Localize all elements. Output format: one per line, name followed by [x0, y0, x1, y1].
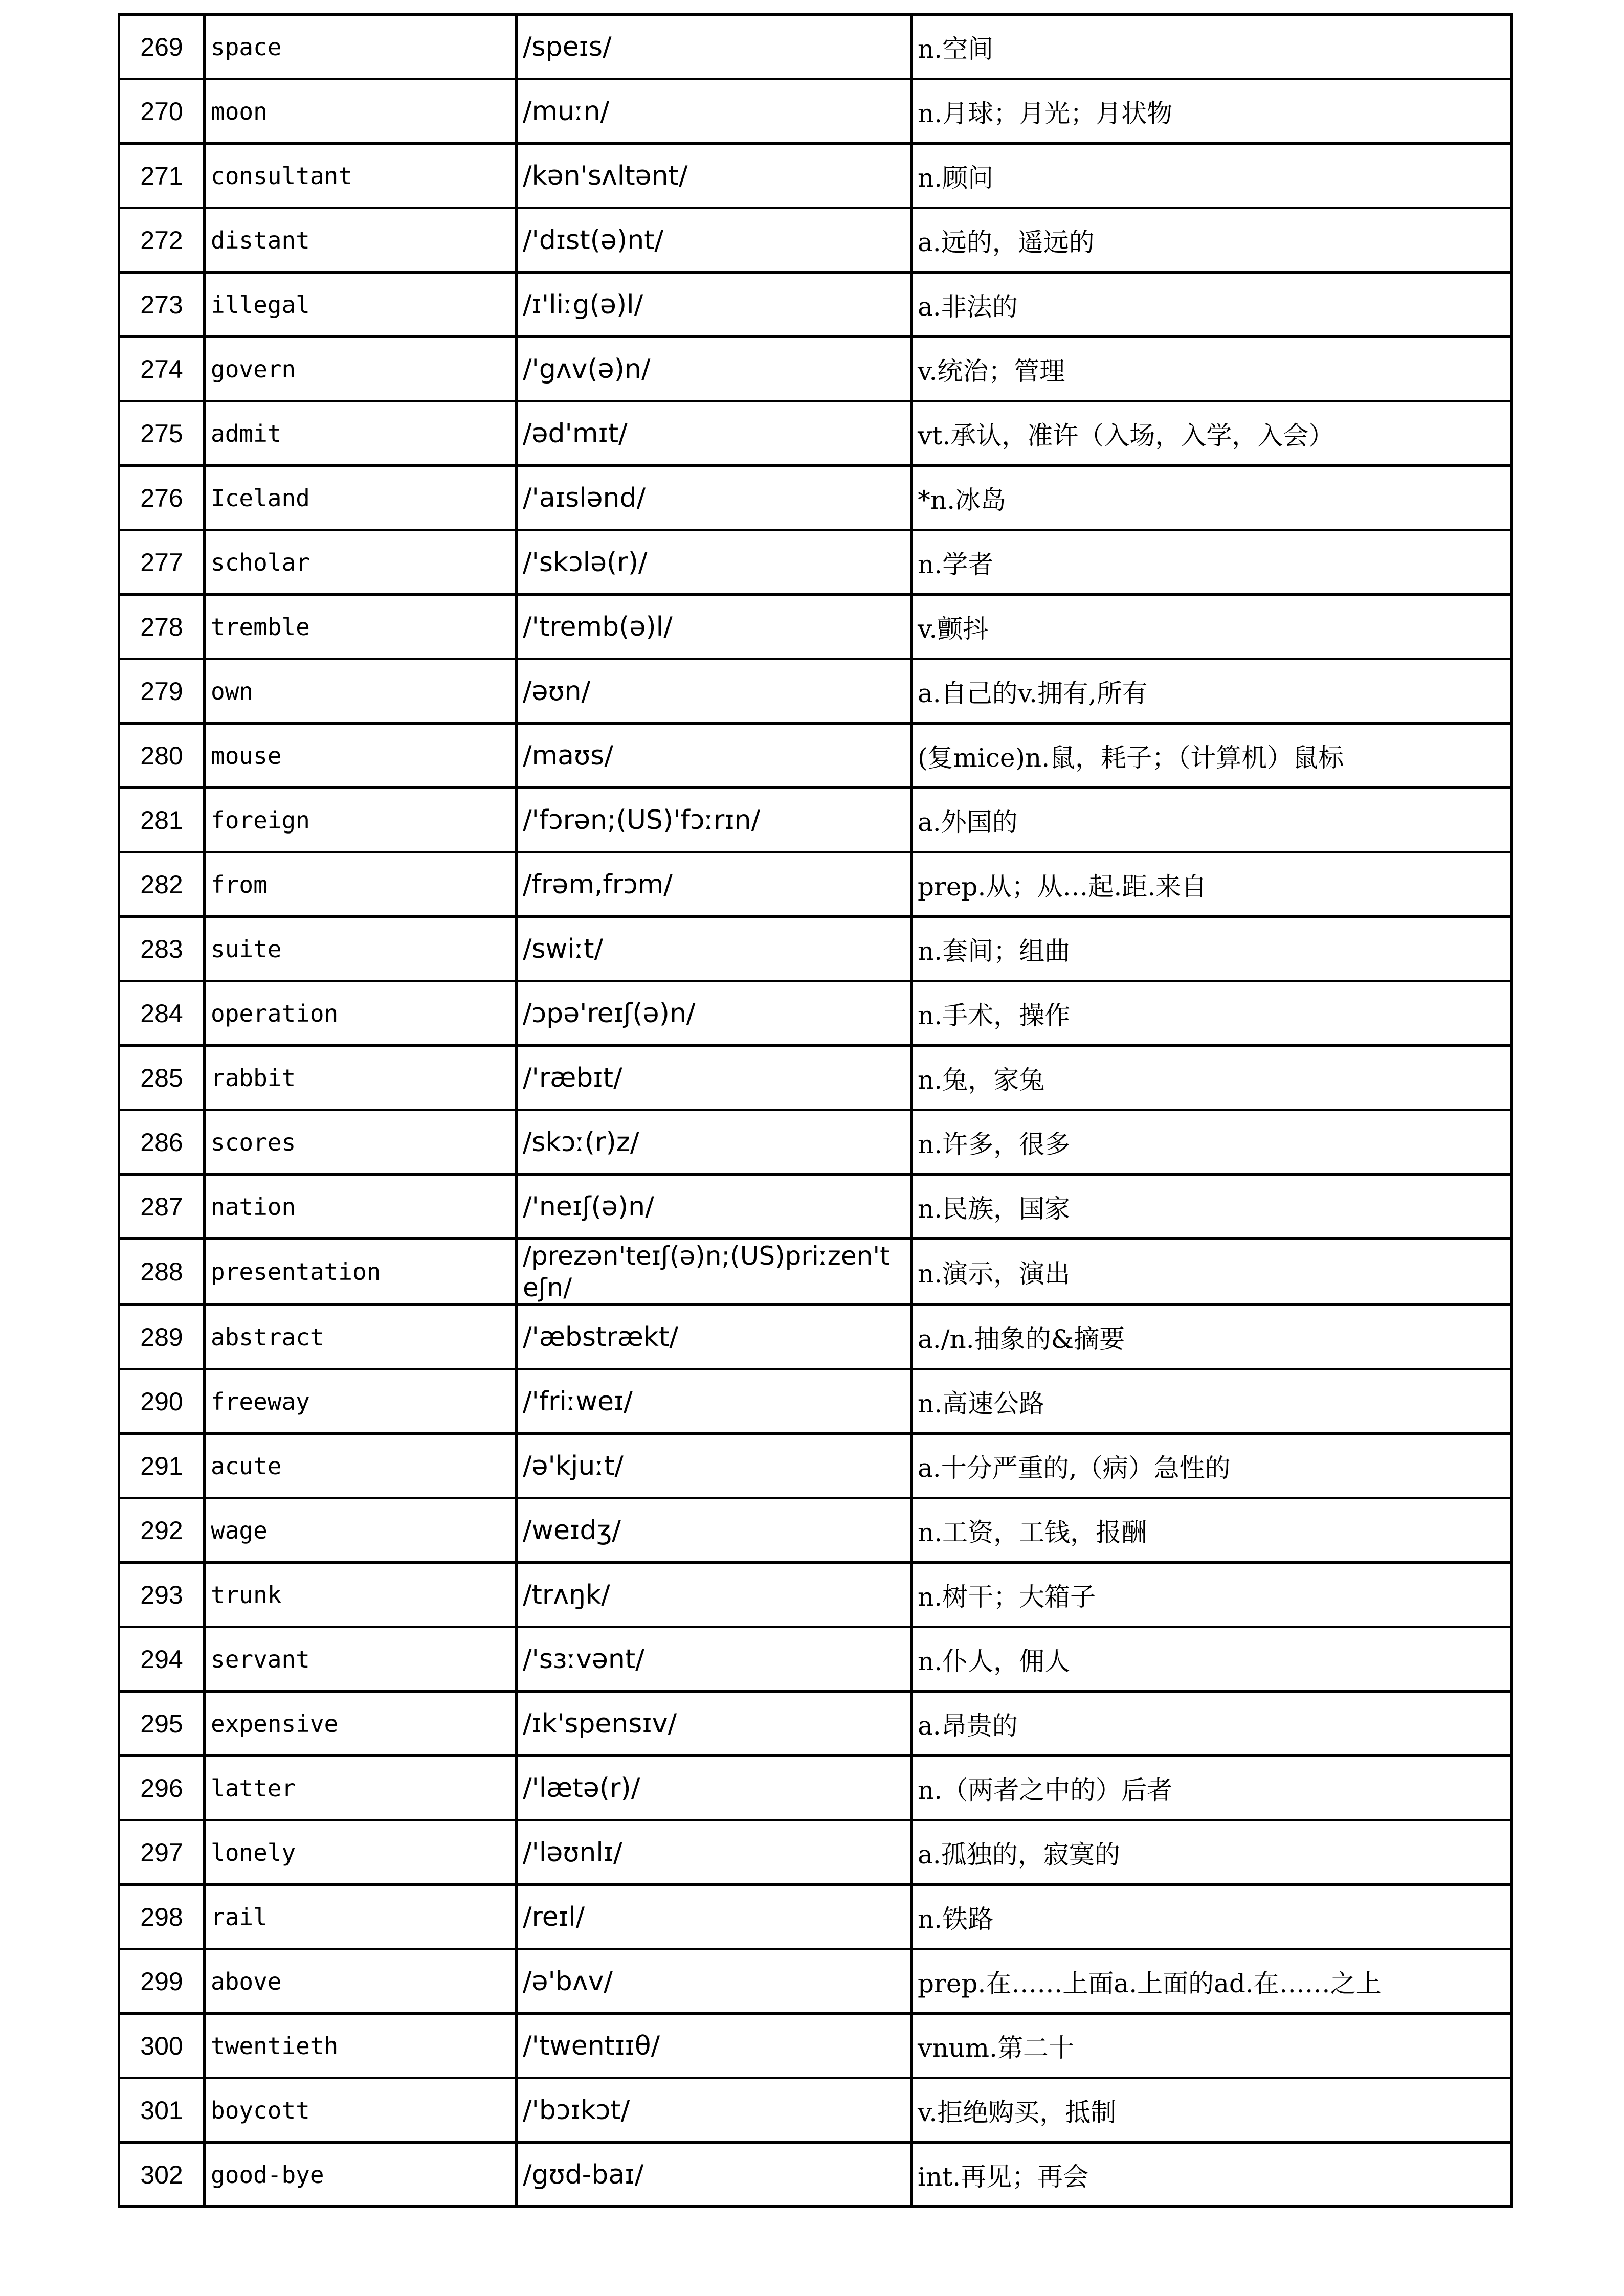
entry-word: Iceland: [205, 466, 517, 530]
table-row: [119, 466, 1512, 530]
entry-number: 295: [119, 1692, 205, 1756]
entry-phonetic: /kən'sʌltənt/: [517, 144, 911, 208]
entry-number: 272: [119, 208, 205, 273]
entry-phonetic: /ə'kjuːt/: [517, 1434, 911, 1498]
entry-definition: n.仆人，佣人: [911, 1627, 1512, 1692]
entry-word: lonely: [205, 1820, 517, 1885]
entry-number: 293: [119, 1563, 205, 1627]
table-row: [119, 1175, 1512, 1239]
table-row: [119, 79, 1512, 144]
entry-word: own: [205, 659, 517, 724]
entry-phonetic: /'ræbɪt/: [517, 1046, 911, 1110]
entry-phonetic: /ɪk'spensɪv/: [517, 1692, 911, 1756]
table-row: [119, 1305, 1512, 1369]
entry-number: 285: [119, 1046, 205, 1110]
entry-phonetic: /'friːweɪ/: [517, 1369, 911, 1434]
entry-word: foreign: [205, 788, 517, 852]
table-row: [119, 1498, 1512, 1563]
entry-word: expensive: [205, 1692, 517, 1756]
entry-word: tremble: [205, 595, 517, 659]
entry-phonetic: /trʌŋk/: [517, 1563, 911, 1627]
entry-definition: a.十分严重的,（病）急性的: [911, 1434, 1512, 1498]
entry-phonetic: /'æbstrækt/: [517, 1305, 911, 1369]
entry-word: govern: [205, 337, 517, 401]
entry-number: 279: [119, 659, 205, 724]
entry-word: rabbit: [205, 1046, 517, 1110]
entry-phonetic: /'lætə(r)/: [517, 1756, 911, 1820]
entry-word: scores: [205, 1110, 517, 1175]
entry-definition: prep.从；从…起.距.来自: [911, 852, 1512, 917]
entry-definition: n.民族，国家: [911, 1175, 1512, 1239]
entry-definition: a.远的，遥远的: [911, 208, 1512, 273]
entry-phonetic: /ə'bʌv/: [517, 1949, 911, 2014]
entry-number: 284: [119, 981, 205, 1046]
entry-definition: vt.承认，准许（入场，入学，入会）: [911, 401, 1512, 466]
entry-phonetic: /'skɔlə(r)/: [517, 530, 911, 595]
entry-phonetic: /'dɪst(ə)nt/: [517, 208, 911, 273]
entry-definition: vnum.第二十: [911, 2014, 1512, 2078]
entry-number: 302: [119, 2143, 205, 2207]
entry-word: rail: [205, 1885, 517, 1949]
table-row: [119, 917, 1512, 981]
entry-word: moon: [205, 79, 517, 144]
entry-number: 273: [119, 273, 205, 337]
entry-word: good-bye: [205, 2143, 517, 2207]
entry-number: 278: [119, 595, 205, 659]
entry-definition: n.学者: [911, 530, 1512, 595]
entry-number: 282: [119, 852, 205, 917]
entry-phonetic: /ɪ'liːg(ə)l/: [517, 273, 911, 337]
entry-word: space: [205, 15, 517, 79]
entry-phonetic: /'gʌv(ə)n/: [517, 337, 911, 401]
table-row: [119, 1949, 1512, 2014]
entry-number: 277: [119, 530, 205, 595]
entry-number: 280: [119, 724, 205, 788]
entry-word: acute: [205, 1434, 517, 1498]
entry-definition: n.（两者之中的）后者: [911, 1756, 1512, 1820]
entry-number: 291: [119, 1434, 205, 1498]
table-row: [119, 1369, 1512, 1434]
entry-word: operation: [205, 981, 517, 1046]
entry-word: twentieth: [205, 2014, 517, 2078]
entry-definition: n.高速公路: [911, 1369, 1512, 1434]
entry-definition: n.套间；组曲: [911, 917, 1512, 981]
entry-word: distant: [205, 208, 517, 273]
entry-number: 294: [119, 1627, 205, 1692]
entry-word: admit: [205, 401, 517, 466]
entry-definition: (复mice)n.鼠，耗子；（计算机）鼠标: [911, 724, 1512, 788]
entry-definition: a.昂贵的: [911, 1692, 1512, 1756]
entry-definition: int.再见；再会: [911, 2143, 1512, 2207]
entry-word: above: [205, 1949, 517, 2014]
table-row: [119, 1563, 1512, 1627]
entry-definition: n.工资，工钱，报酬: [911, 1498, 1512, 1563]
entry-definition: n.树干；大箱子: [911, 1563, 1512, 1627]
entry-phonetic: /maʊs/: [517, 724, 911, 788]
entry-number: 290: [119, 1369, 205, 1434]
entry-word: scholar: [205, 530, 517, 595]
entry-word: latter: [205, 1756, 517, 1820]
entry-phonetic: /ɔpə'reɪʃ(ə)n/: [517, 981, 911, 1046]
table-row: [119, 981, 1512, 1046]
table-row: [119, 1434, 1512, 1498]
entry-word: presentation: [205, 1239, 517, 1305]
table-row: [119, 337, 1512, 401]
table-row: [119, 788, 1512, 852]
entry-definition: n.月球；月光；月状物: [911, 79, 1512, 144]
entry-number: 269: [119, 15, 205, 79]
table-row: [119, 401, 1512, 466]
entry-number: 274: [119, 337, 205, 401]
entry-number: 300: [119, 2014, 205, 2078]
entry-phonetic: /'sɜːvənt/: [517, 1627, 911, 1692]
table-row: [119, 1756, 1512, 1820]
entry-phonetic: /swiːt/: [517, 917, 911, 981]
entry-number: 299: [119, 1949, 205, 2014]
entry-definition: n.铁路: [911, 1885, 1512, 1949]
entry-definition: n.许多，很多: [911, 1110, 1512, 1175]
entry-phonetic: /weɪdʒ/: [517, 1498, 911, 1563]
entry-phonetic: /frəm,frɔm/: [517, 852, 911, 917]
table-row: [119, 1820, 1512, 1885]
entry-number: 288: [119, 1239, 205, 1305]
table-row: [119, 208, 1512, 273]
entry-definition: a.非法的: [911, 273, 1512, 337]
entry-definition: v.统治；管理: [911, 337, 1512, 401]
entry-word: abstract: [205, 1305, 517, 1369]
vocabulary-table: [118, 13, 1513, 2208]
entry-number: 292: [119, 1498, 205, 1563]
table-row: [119, 1885, 1512, 1949]
entry-definition: n.空间: [911, 15, 1512, 79]
entry-phonetic: /əd'mɪt/: [517, 401, 911, 466]
entry-word: wage: [205, 1498, 517, 1563]
entry-phonetic: /'fɔrən;(US)'fɔːrɪn/: [517, 788, 911, 852]
entry-number: 296: [119, 1756, 205, 1820]
entry-definition: a.外国的: [911, 788, 1512, 852]
entry-word: servant: [205, 1627, 517, 1692]
entry-definition: n.手术，操作: [911, 981, 1512, 1046]
table-row: [119, 852, 1512, 917]
table-row: [119, 530, 1512, 595]
entry-definition: a.自己的v.拥有,所有: [911, 659, 1512, 724]
entry-number: 287: [119, 1175, 205, 1239]
entry-word: mouse: [205, 724, 517, 788]
table-row: [119, 15, 1512, 79]
entry-definition: n.兔，家兔: [911, 1046, 1512, 1110]
entry-definition: v.拒绝购买，抵制: [911, 2078, 1512, 2143]
table-row: [119, 2078, 1512, 2143]
entry-number: 271: [119, 144, 205, 208]
entry-number: 275: [119, 401, 205, 466]
table-row: [119, 659, 1512, 724]
entry-word: consultant: [205, 144, 517, 208]
entry-phonetic: /'twentɪɪθ/: [517, 2014, 911, 2078]
entry-definition: a.孤独的，寂寞的: [911, 1820, 1512, 1885]
entry-definition: v.颤抖: [911, 595, 1512, 659]
entry-phonetic: /əʊn/: [517, 659, 911, 724]
entry-word: trunk: [205, 1563, 517, 1627]
entry-word: freeway: [205, 1369, 517, 1434]
table-row: [119, 1239, 1512, 1305]
table-row: [119, 1627, 1512, 1692]
entry-word: boycott: [205, 2078, 517, 2143]
table-row: [119, 1110, 1512, 1175]
entry-phonetic: /'bɔɪkɔt/: [517, 2078, 911, 2143]
entry-number: 298: [119, 1885, 205, 1949]
table-row: [119, 273, 1512, 337]
entry-number: 289: [119, 1305, 205, 1369]
entry-number: 281: [119, 788, 205, 852]
entry-definition: n.演示，演出: [911, 1239, 1512, 1305]
entry-phonetic: /skɔː(r)z/: [517, 1110, 911, 1175]
entry-phonetic: /reɪl/: [517, 1885, 911, 1949]
entry-number: 301: [119, 2078, 205, 2143]
entry-definition: a./n.抽象的&摘要: [911, 1305, 1512, 1369]
entry-number: 286: [119, 1110, 205, 1175]
entry-word: illegal: [205, 273, 517, 337]
table-row: [119, 724, 1512, 788]
entry-phonetic: /'tremb(ə)l/: [517, 595, 911, 659]
table-row: [119, 1692, 1512, 1756]
entry-word: nation: [205, 1175, 517, 1239]
table-row: [119, 144, 1512, 208]
entry-definition: prep.在……上面a.上面的ad.在……之上: [911, 1949, 1512, 2014]
entry-phonetic: /speɪs/: [517, 15, 911, 79]
entry-word: from: [205, 852, 517, 917]
entry-phonetic: /'aɪslənd/: [517, 466, 911, 530]
entry-phonetic: /prezən'teɪʃ(ə)n;(US)priːzen'teʃn/: [517, 1239, 911, 1305]
vocabulary-table-body: [119, 15, 1512, 2207]
entry-phonetic: /'neɪʃ(ə)n/: [517, 1175, 911, 1239]
table-row: [119, 595, 1512, 659]
entry-word: suite: [205, 917, 517, 981]
entry-phonetic: /'ləʊnlɪ/: [517, 1820, 911, 1885]
entry-phonetic: /gʊd-baɪ/: [517, 2143, 911, 2207]
table-row: [119, 2143, 1512, 2207]
entry-number: 270: [119, 79, 205, 144]
entry-definition: n.顾问: [911, 144, 1512, 208]
entry-phonetic: /muːn/: [517, 79, 911, 144]
entry-number: 297: [119, 1820, 205, 1885]
entry-number: 283: [119, 917, 205, 981]
entry-number: 276: [119, 466, 205, 530]
table-row: [119, 1046, 1512, 1110]
table-row: [119, 2014, 1512, 2078]
entry-definition: *n.冰岛: [911, 466, 1512, 530]
